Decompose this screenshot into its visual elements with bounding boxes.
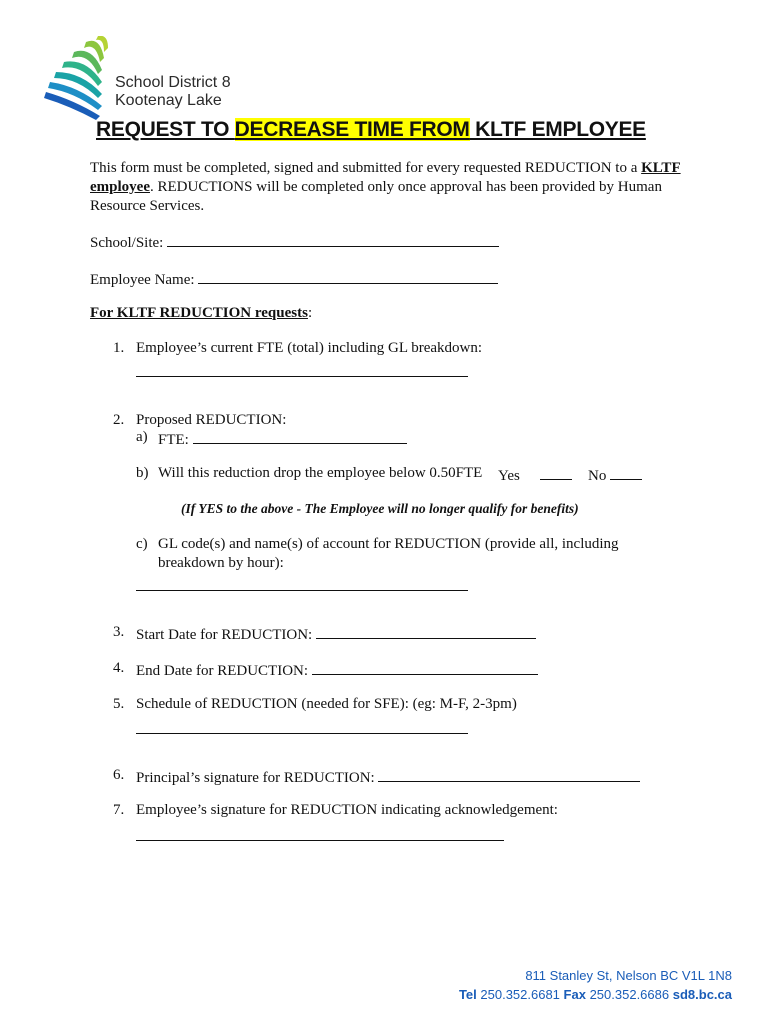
q2-number: 2. [113,412,125,428]
question-5 [113,696,517,713]
footer-website-link[interactable]: sd8.bc.ca [672,987,732,1002]
footer-contact [459,987,732,1002]
logo-text [115,74,231,110]
footer-fax: 250.352.6686 [589,987,670,1002]
schedule-answer-line[interactable] [136,733,468,734]
employee-name-field[interactable] [198,269,498,284]
q6-number: 6. [113,767,125,783]
question-1 [113,340,483,357]
benefits-note: (If YES to the above - The Employee will no longer qualify for benefits) [181,501,579,516]
yes-label: Yes [498,468,520,484]
footer-tel: 250.352.6681 [480,987,560,1002]
employee-name-label: Employee Name: [90,272,195,288]
q6-text: Principal’s signature for REDUCTION: [136,770,375,786]
q1-answer-line[interactable] [136,376,468,377]
q3-text: Start Date for REDUCTION: [136,627,313,643]
fte-field[interactable] [193,429,407,444]
intro-text-2: . REDUCTIONS will be completed only once approval has been provided by Human Resource Services. [90,179,662,214]
section-colon: : [307,305,313,321]
q1-text: Employee’s current FTE (total) including GL breakdown: [136,340,483,356]
footer-tel-label: Tel [458,987,477,1002]
q2c-label: c) [136,536,148,552]
q2a-text: FTE: [158,432,189,448]
q4-number: 4. [113,660,125,676]
footer-fax-label: Fax [563,987,586,1002]
yes-option [498,465,572,485]
question-2 [113,412,287,429]
q2b-label: b) [136,465,149,481]
q1-number: 1. [113,340,125,356]
q2-text: Proposed REDUCTION: [136,412,287,428]
school-site-row [90,232,499,252]
section-heading [90,305,312,322]
q5-text: Schedule of REDUCTION (needed for SFE): (eg: M-F, 2-3pm) [136,696,517,712]
page-title [96,118,646,142]
q2c-answer-line[interactable] [136,590,468,591]
start-date-field[interactable] [316,624,536,639]
employee-signature-line[interactable] [136,840,504,841]
principal-signature-field[interactable] [378,767,640,782]
question-3 [113,624,313,643]
logo-swoosh-icon [40,36,120,122]
yes-field[interactable] [540,465,572,480]
question-4 [113,660,309,679]
question-2c [136,536,619,553]
intro-text-1: This form must be completed, signed and submitted for every requested REDUCTION to a [90,160,642,176]
question-7 [113,802,558,819]
end-date-field[interactable] [312,660,538,675]
q4-text: End Date for REDUCTION: [136,663,309,679]
logo-line-1: School District 8 [115,74,231,91]
section-heading-text: For KLTF REDUCTION requests [90,305,308,321]
q7-text: Employee’s signature for REDUCTION indicating acknowledgement: [136,802,558,818]
school-site-label: School/Site: [90,235,164,251]
intro-bold: KLTF employee [90,160,681,195]
school-district-logo [40,36,240,122]
q2a-label: a) [136,429,148,445]
no-field[interactable] [610,465,642,480]
footer-address: 811 Stanley St, Nelson BC V1L 1N8 [525,968,732,983]
school-site-field[interactable] [167,232,499,247]
no-option [588,465,642,485]
title-highlight: DECREASE TIME FROM [234,118,470,141]
q5-number: 5. [113,696,125,712]
intro-paragraph [90,159,690,216]
question-2a [136,429,189,448]
q3-number: 3. [113,624,125,640]
question-2b [136,465,483,482]
title-part-1: REQUEST TO [96,118,235,141]
q7-number: 7. [113,802,125,818]
question-6 [113,767,375,786]
no-label: No [588,468,607,484]
q2c-line-1: GL code(s) and name(s) of account for REDUCTION (provide all, including [158,536,619,552]
employee-name-row [90,269,498,289]
logo-line-2: Kootenay Lake [115,92,222,109]
title-part-2: KLTF EMPLOYEE [469,118,646,141]
q2c-line-2: breakdown by hour): [158,555,284,571]
q2b-text: Will this reduction drop the employee below 0.50FTE [158,465,483,481]
